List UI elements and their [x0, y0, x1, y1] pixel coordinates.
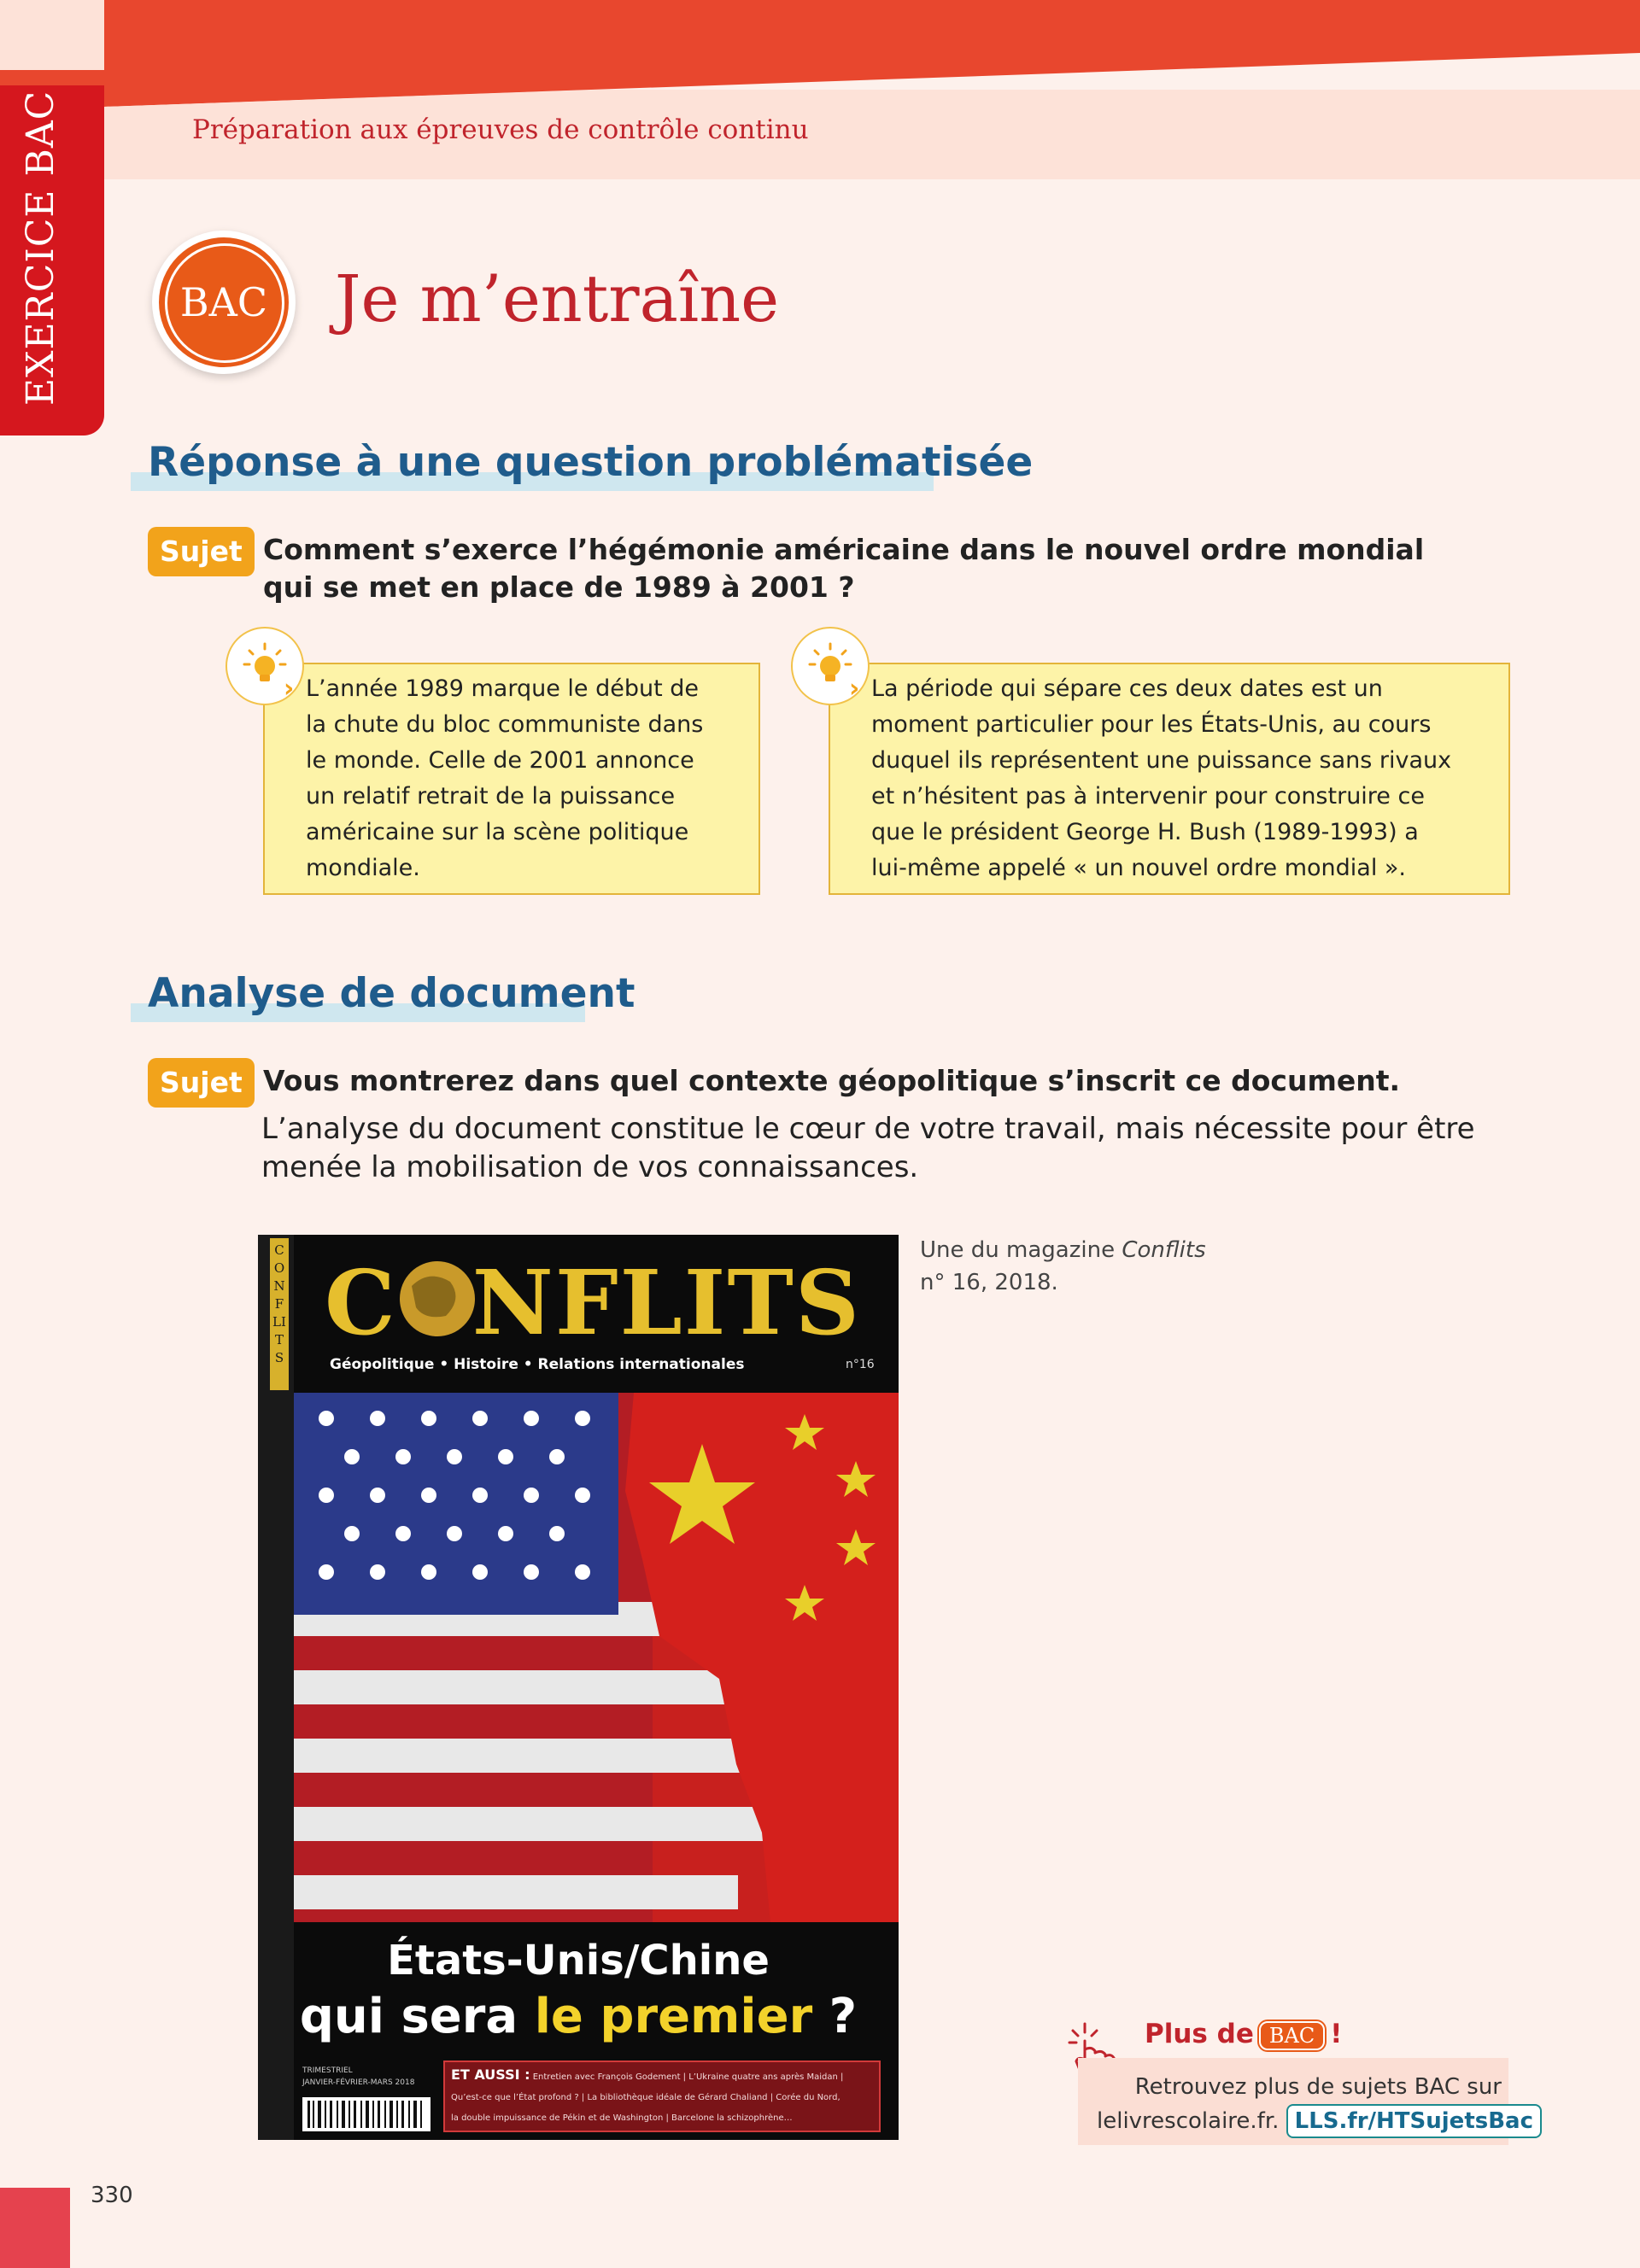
tip-text-1: › L’année 1989 marque le début de la chute du bloc communiste dans le monde. Celle de 2001 annonce un relatif retrait de la puissance américaine sur la scène politique mondiale. — [284, 674, 704, 881]
subject-question-2: Vous montrerez dans quel contexte géopolitique s’inscrit ce document. — [263, 1064, 1401, 1097]
sujet-tag-2: Sujet — [148, 1058, 255, 1108]
prep-text: Préparation aux épreuves de contrôle continu — [192, 114, 809, 145]
subject-paragraph-2: L’analyse du document constitue le cœur de votre travail, mais nécessite pour être menée la mobilisation de vos connaissances. — [261, 1112, 1475, 1184]
sujet-tag-1: Sujet — [148, 527, 255, 576]
magazine-spine: CONFLITS — [272, 1242, 286, 1365]
bac-badge-label: BAC — [179, 279, 268, 325]
magazine-logo: C NFLITS — [325, 1250, 861, 1355]
section1-title: Réponse à une question problématisée — [148, 439, 1034, 486]
plus-link[interactable]: LLS.fr/HTSujetsBac — [1286, 2104, 1542, 2138]
magazine-date: TRIMESTRIEL JANVIER-FÉVRIER-MARS 2018 — [302, 2066, 415, 2087]
magazine-cover — [258, 1235, 899, 2140]
plus-bac-badge: BAC — [1259, 2021, 1325, 2050]
magazine-caption: Une du magazine Conflits n° 16, 2018. — [920, 1237, 1206, 1295]
page-number: 330 — [91, 2183, 133, 2208]
magazine-headline: États-Unis/Chine qui sera le premier ? — [299, 1937, 858, 2044]
bac-badge — [159, 237, 289, 367]
plus-title: Plus de BAC ! — [1145, 2019, 1343, 2049]
subject-question-1: Comment s’exerce l’hégémonie américaine dans le nouvel ordre mondial qui se met en place de 1989 à 2001 ? — [263, 533, 1425, 604]
magazine-aussi: ET AUSSI : Entretien avec François Godement | L’Ukraine quatre ans après Maidan | Qu’est-ce que l’État profond ? | La bibliothèque idéale de Gérard Chaliand | Corée du Nord, la double impuissance de Pékin et de Washington | Barcelone la schizophrène… — [451, 2066, 844, 2123]
plus-text: Retrouvez plus de sujets BAC sur lelivrescolaire.fr. LLS.fr/HTSujetsBac — [1097, 2070, 1502, 2138]
magazine-issue: n°16 — [846, 1358, 875, 1371]
tip-text-2: › La période qui sépare ces deux dates est un moment particulier pour les États-Unis, au cours duquel ils représentent une puissance sans rivaux et n’hésitent pas à intervenir pour construire ce que le président George H. Bush (1989-1993) a lui-même appelé « un nouvel ordre mondial ». — [849, 674, 1452, 881]
header-corner — [0, 0, 104, 70]
footer-bar — [0, 2188, 70, 2268]
page-title: Je m’entraîne — [335, 260, 780, 336]
section2-title: Analyse de document — [148, 970, 636, 1017]
side-tab-label: EXERCICE BAC — [19, 90, 62, 406]
magazine-tagline: Géopolitique • Histoire • Relations internationales — [330, 1356, 745, 1373]
